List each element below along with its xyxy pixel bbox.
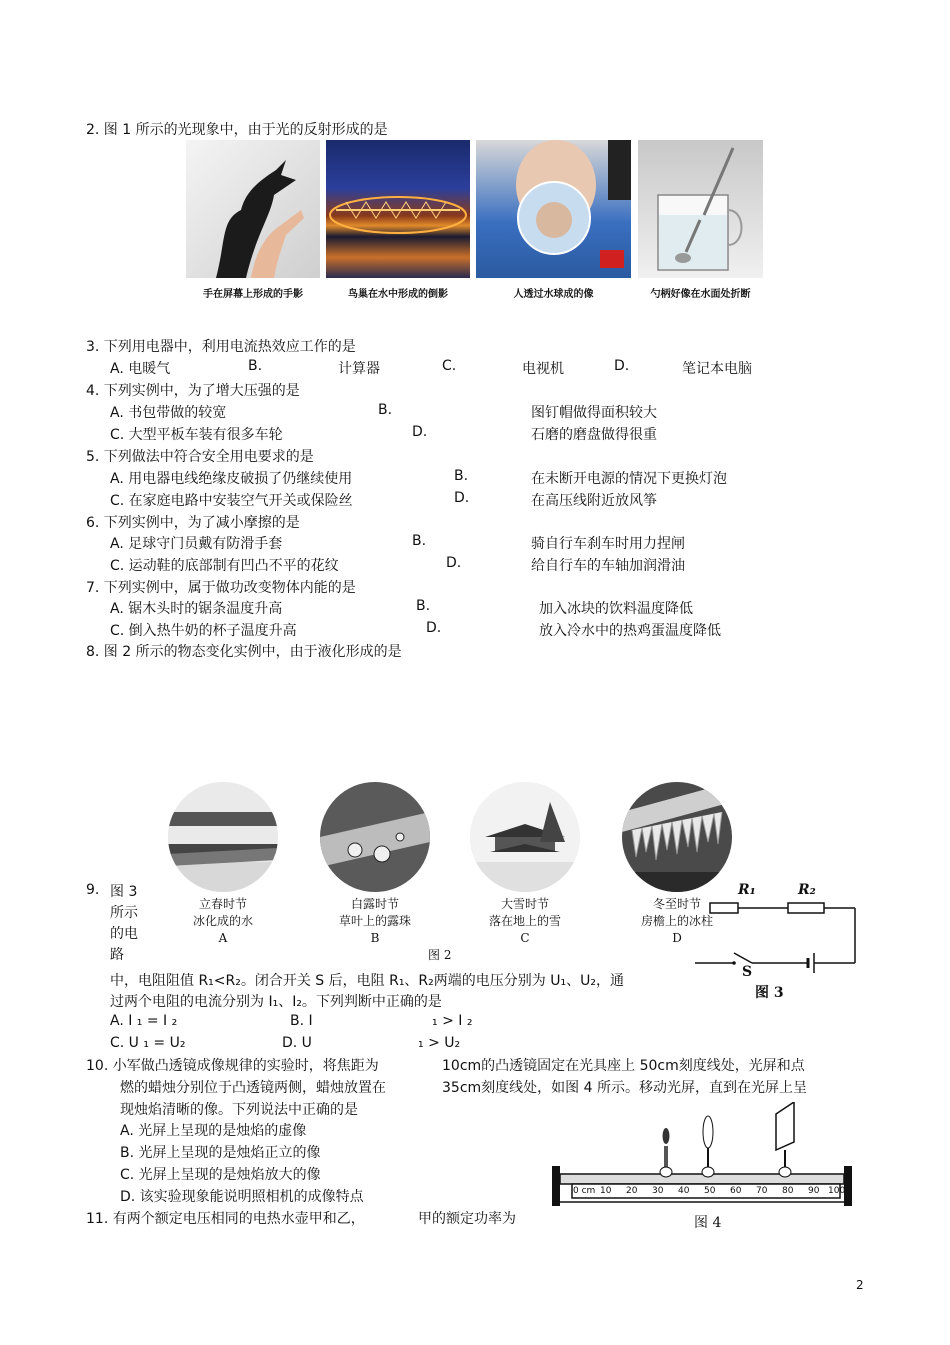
fig4-label: 图 4 (694, 1215, 722, 1231)
q3-stem: 3. 下列用电器中，利用电流热效应工作的是 (86, 339, 356, 355)
q7-option-c: C. 倒入热牛奶的杯子温度升高 (110, 623, 297, 639)
q5-option-d: 在高压线附近放风筝 (531, 493, 657, 509)
q10-line2-a: 燃的蜡烛分别位于凸透镜两侧，蜡烛放置在 (120, 1080, 386, 1096)
q6-option-b-letter: B. (412, 533, 427, 549)
fig2-caption-b-line1: 白露时节 (350, 897, 399, 911)
fig4-scale-ticks (570, 1186, 870, 1200)
q5-option-d-letter: D. (454, 490, 470, 506)
spoon-in-glass-photo (638, 140, 763, 278)
fig2-caption-d-letter: D (672, 931, 682, 945)
fig2-label: 图 2 (428, 948, 452, 962)
q9-option-d: D. U (282, 1035, 312, 1051)
q6-stem: 6. 下列实例中，为了减小摩擦的是 (86, 515, 300, 531)
q9-option-a: A. I ₁ = I ₂ (110, 1013, 178, 1029)
fig2-caption-b-letter: B (370, 931, 380, 945)
fig3-r2-label: R₂ (798, 882, 816, 898)
q8-stem: 8. 图 2 所示的物态变化实例中，由于液化形成的是 (86, 644, 402, 660)
q6-option-b: 骑自行车刹车时用力捏闸 (531, 536, 685, 552)
q4-option-d: 石磨的磨盘做得很重 (531, 427, 657, 443)
white-dew-photo (320, 782, 430, 892)
q5-option-b: 在未断开电源的情况下更换灯泡 (531, 471, 727, 487)
spring-ice-melt-photo (168, 782, 278, 892)
caption-spoon: 勺柄好像在水面处折断 (650, 289, 751, 300)
fig2-caption-d-line2: 房檐上的冰柱 (640, 914, 713, 928)
q10-line1-b: 10cm的凸透镜固定在光具座上 50cm刻度线处，光屏和点 (442, 1058, 805, 1074)
fig2-caption-d-line1: 冬至时节 (652, 897, 701, 911)
q3-option-c: 电视机 (522, 361, 564, 377)
q7-option-b: 加入冰块的饮料温度降低 (539, 601, 693, 617)
fig2-caption-a-letter: A (218, 931, 228, 945)
q9-number: 9. (86, 882, 100, 898)
fig4-tick-100: 100 (828, 1186, 846, 1196)
q4-option-c: C. 大型平板车装有很多车轮 (110, 427, 283, 443)
heavy-snow-photo (470, 782, 580, 892)
fig3-switch-label: S (742, 964, 753, 980)
q6-option-a: A. 足球守门员戴有防滑手套 (110, 536, 283, 552)
q3-option-d-letter: D. (614, 358, 630, 374)
q10-option-d: D. 该实验现象能说明照相机的成像特点 (120, 1189, 364, 1205)
fig3-label: 图 3 (755, 985, 784, 1001)
caption-water-ball: 人透过水球成的像 (513, 289, 594, 300)
q6-option-c: C. 运动鞋的底部制有凹凸不平的花纹 (110, 558, 339, 574)
q9-option-b-tail: ₁ > I ₂ (432, 1013, 473, 1029)
fig2-caption-c-line1: 大雪时节 (500, 897, 549, 911)
q4-stem: 4. 下列实例中，为了增大压强的是 (86, 383, 300, 399)
q10-line2-b: 35cm刻度线处，如图 4 所示。移动光屏，直到在光屏上呈 (442, 1080, 807, 1096)
q10-option-b: B. 光屏上呈现的是烛焰正立的像 (120, 1145, 321, 1161)
fig2-caption-a (172, 896, 274, 947)
q10-option-c: C. 光屏上呈现的是烛焰放大的像 (120, 1167, 321, 1183)
q7-option-b-letter: B. (416, 598, 431, 614)
q10-option-a: A. 光屏上呈现的是烛焰的虚像 (120, 1123, 307, 1139)
fig4-tick-10: 10 (600, 1186, 612, 1196)
fig2-caption-c-letter: C (520, 931, 530, 945)
q7-option-d-letter: D. (426, 620, 442, 636)
q5-stem: 5. 下列做法中符合安全用电要求的是 (86, 449, 314, 465)
q9-stem-col-3: 的电 (110, 926, 138, 942)
q5-option-b-letter: B. (454, 468, 469, 484)
fig2-caption-a-line2: 冰化成的水 (192, 914, 253, 928)
fig2-caption-b (324, 896, 426, 947)
fig4-tick-70: 70 (756, 1186, 768, 1196)
q9-option-b: B. I (290, 1013, 313, 1029)
water-ball-photo (476, 140, 631, 278)
q7-option-a: A. 锯木头时的锯条温度升高 (110, 601, 283, 617)
caption-birds-nest: 鸟巢在水中形成的倒影 (348, 289, 448, 300)
q9-stem-col-2: 所示 (110, 905, 138, 921)
fig2-caption-c (474, 896, 576, 947)
q9-option-d-tail: ₁ > U₂ (418, 1035, 461, 1051)
q3-option-b-letter: B. (248, 358, 263, 374)
q9-option-c: C. U ₁ = U₂ (110, 1035, 186, 1051)
fig3-r1-label: R₁ (738, 882, 756, 898)
q5-option-a: A. 用电器电线绝缘皮破损了仍继续使用 (110, 471, 353, 487)
fig2-caption-b-line2: 草叶上的露珠 (338, 914, 411, 928)
fig4-tick-80: 80 (782, 1186, 794, 1196)
q3-option-c-letter: C. (442, 358, 457, 374)
fig4-tick-50: 50 (704, 1186, 716, 1196)
caption-hand-shadow: 手在屏幕上形成的手影 (203, 289, 303, 300)
q3-option-a: A. 电暖气 (110, 361, 171, 377)
hand-shadow-photo (186, 140, 320, 278)
q10-line3: 现烛焰清晰的像。下列说法中正确的是 (120, 1102, 358, 1118)
fig4-tick-90: 90 (808, 1186, 820, 1196)
q9-line1: 中，电阻阻值 R₁<R₂。闭合开关 S 后，电阻 R₁、R₂两端的电压分别为 U₁、U₂，通 (110, 973, 624, 989)
fig4-tick-60: 60 (730, 1186, 742, 1196)
fig2-caption-a-line1: 立春时节 (198, 897, 247, 911)
q3-option-b: 计算器 (338, 361, 380, 377)
q3-option-d: 笔记本电脑 (682, 361, 752, 377)
fig4-tick-40: 40 (678, 1186, 690, 1196)
q11-text-b: 甲的额定功率为 (418, 1211, 516, 1227)
q4-option-d-letter: D. (412, 424, 428, 440)
q4-option-b-letter: B. (378, 402, 393, 418)
q9-stem-column (110, 882, 138, 966)
q9-stem-col-4: 路 (110, 947, 124, 963)
q7-option-d: 放入冷水中的热鸡蛋温度降低 (539, 623, 721, 639)
fig4-tick-30: 30 (652, 1186, 664, 1196)
q2-stem: 2. 图 1 所示的光现象中，由于光的反射形成的是 (86, 122, 388, 138)
fig4-tick-20: 20 (626, 1186, 638, 1196)
q6-option-d-letter: D. (446, 555, 462, 571)
birds-nest-reflection-photo (326, 140, 470, 278)
page-number: 2 (856, 1278, 864, 1292)
q5-option-c: C. 在家庭电路中安装空气开关或保险丝 (110, 493, 353, 509)
q4-option-a: A. 书包带做的较宽 (110, 405, 227, 421)
q11-text-a: 11. 有两个额定电压相同的电热水壶甲和乙， (86, 1211, 365, 1227)
q6-option-d: 给自行车的车轴加润滑油 (531, 558, 685, 574)
q9-line2: 过两个电阻的电流分别为 I₁、I₂。下列判断中正确的是 (110, 994, 442, 1010)
winter-icicle-photo (622, 782, 732, 892)
q10-line1-a: 10. 小军做凸透镜成像规律的实验时，将焦距为 (86, 1058, 379, 1074)
q4-option-b: 图钉帽做得面积较大 (531, 405, 657, 421)
fig4-tick-0: 0 cm (573, 1186, 596, 1196)
fig2-caption-c-line2: 落在地上的雪 (488, 914, 561, 928)
q7-stem: 7. 下列实例中，属于做功改变物体内能的是 (86, 580, 356, 596)
q9-stem-col-1: 图 3 (110, 884, 138, 900)
